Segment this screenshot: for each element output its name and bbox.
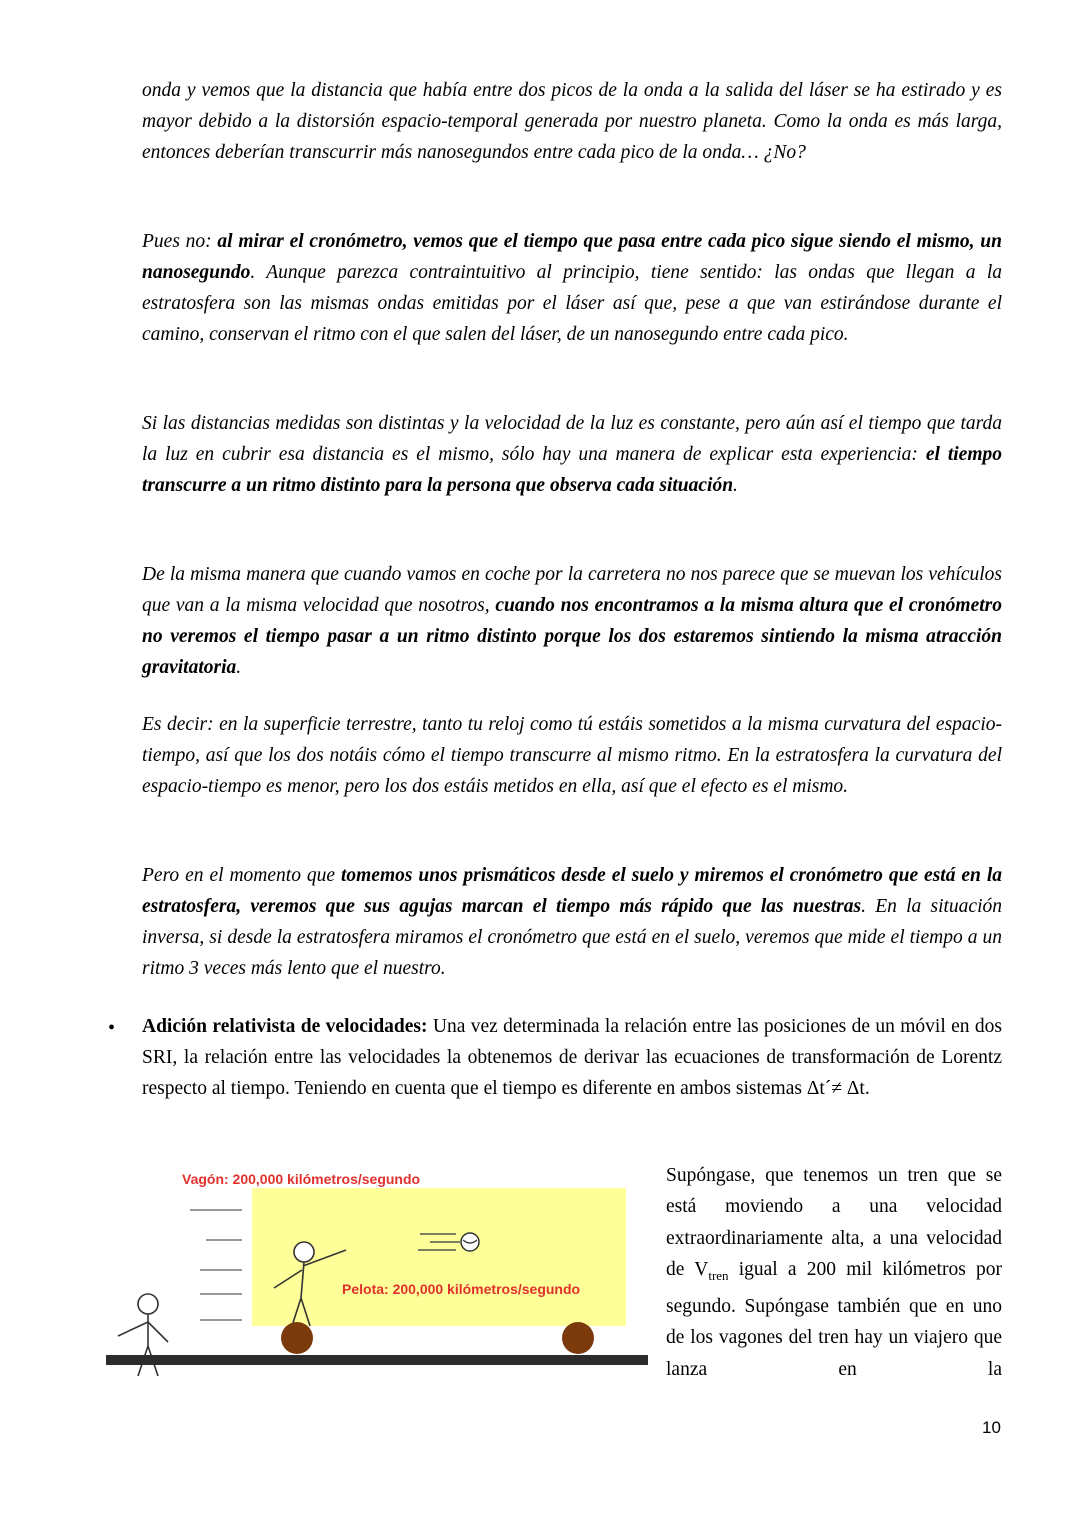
- train-illustration: [104, 1160, 652, 1380]
- paragraph-4: [142, 559, 1002, 683]
- wheel-right-icon: [562, 1322, 594, 1354]
- paragraph-4-intro: De la misma manera que cuando vamos en coche por la carretera no nos parece que se muevan los vehículos que van a la misma velocidad que nosotros,: [142, 564, 1002, 616]
- ball-speed-label: Pelota: 200,000 kilómetros/segundo: [342, 1281, 581, 1297]
- paragraph-6-bold: tomemos unos prismáticos desde el suelo y miremos el cronómetro que está en la estratosfera, veremos que sus agujas marcan el tiempo más rápido que las nuestras: [142, 865, 1002, 917]
- paragraph-3: [142, 408, 1002, 501]
- paragraph-6-rest: . En la situación inversa, si desde la estratosfera miramos el cronómetro que está en el suelo, veremos que mide el tiempo a un ritmo 3 veces más lento que el nuestro.: [142, 896, 1003, 979]
- bullet-icon: •: [108, 1017, 116, 1039]
- paragraph-5-text: Es decir: en la superficie terrestre, tanto tu reloj como tú estáis sometidos a la misma curvatura del espacio-tiempo, así que los dos notáis cómo el tiempo transcurre al mismo ritmo. En la estratosfera la curvatura del espacio-tiempo es menor, pero los dos estáis metidos en ella, así que el efecto es el mismo.: [142, 714, 1002, 797]
- bullet-title: Adición relativista de velocidades:: [142, 1016, 428, 1037]
- bullet-text: Una vez determinada la relación entre las posiciones de un móvil en dos SRI, la relación entre las velocidades la obtenemos de derivar las ecuaciones de transformación de Lorentz respecto al tiempo. Teniendo en cuenta que el tiempo es diferente en ambos sistemas Δt´≠ Δt.: [142, 1016, 1003, 1099]
- paragraph-1-text: onda y vemos que la distancia que había entre dos picos de la onda a la salida del láser se ha estirado y es mayor debido a la distorsión espacio-temporal generada por nuestro planeta. Como la onda es más larga, entonces deberían transcurrir más nanosegundos entre cada pico de la onda… ¿No?: [142, 80, 1002, 163]
- paragraph-4-rest: .: [236, 657, 242, 678]
- paragraph-2-bold: al mirar el cronómetro, vemos que el tiempo que pasa entre cada pico sigue siendo el mismo, un nanosegundo: [142, 231, 1002, 283]
- paragraph-2-rest: . Aunque parezca contraintuitivo al principio, tiene sentido: las ondas que llegan a la estratosfera son las mismas ondas emitidas por el láser así que, pese a que van estirándose durante el camino, conservan el ritmo con el que salen del láser, de un nanosegundo entre cada pico.: [142, 262, 1002, 345]
- motion-lines: [190, 1210, 242, 1320]
- train-description: [666, 1160, 1002, 1385]
- train-description-part1: Supóngase, que tenemos un tren que se está moviendo a una velocidad extraordinariamente alta, a una velocidad de V: [666, 1165, 1002, 1280]
- wheel-left-icon: [281, 1322, 313, 1354]
- page-number: 10: [982, 1418, 1001, 1437]
- velocity-subscript: tren: [708, 1267, 729, 1283]
- track-line: [106, 1355, 648, 1365]
- paragraph-6: [142, 860, 1002, 984]
- paragraph-3-bold: el tiempo transcurre a un ritmo distinto para la persona que observa cada situación: [142, 444, 1002, 496]
- paragraph-3-rest: .: [733, 475, 738, 496]
- paragraph-5: [142, 709, 1002, 802]
- train-description-part2: igual a 200 mil kilómetros por segundo. Supóngase también que en uno de los vagones del tren hay un viajero que lanza en la: [666, 1258, 1002, 1380]
- paragraph-1: [142, 75, 1002, 168]
- train-figure: [104, 1160, 652, 1380]
- paragraph-6-intro: Pero en el momento que: [142, 865, 341, 886]
- paragraph-3-intro: Si las distancias medidas son distintas y la velocidad de la luz es constante, pero aún así el tiempo que tarda la luz en cubrir esa distancia es el mismo, sólo hay una manera de explicar esta experiencia:: [142, 413, 1002, 465]
- paragraph-2-intro: Pues no:: [142, 231, 218, 252]
- wagon-speed-label: Vagón: 200,000 kilómetros/segundo: [182, 1171, 421, 1187]
- bullet-paragraph: [142, 1011, 1002, 1104]
- paragraph-2: [142, 226, 1002, 350]
- paragraph-4-bold: cuando nos encontramos a la misma altura que el cronómetro no veremos el tiempo pasar a un ritmo distinto porque los dos estaremos sintiendo la misma atracción gravitatoria: [142, 595, 1002, 678]
